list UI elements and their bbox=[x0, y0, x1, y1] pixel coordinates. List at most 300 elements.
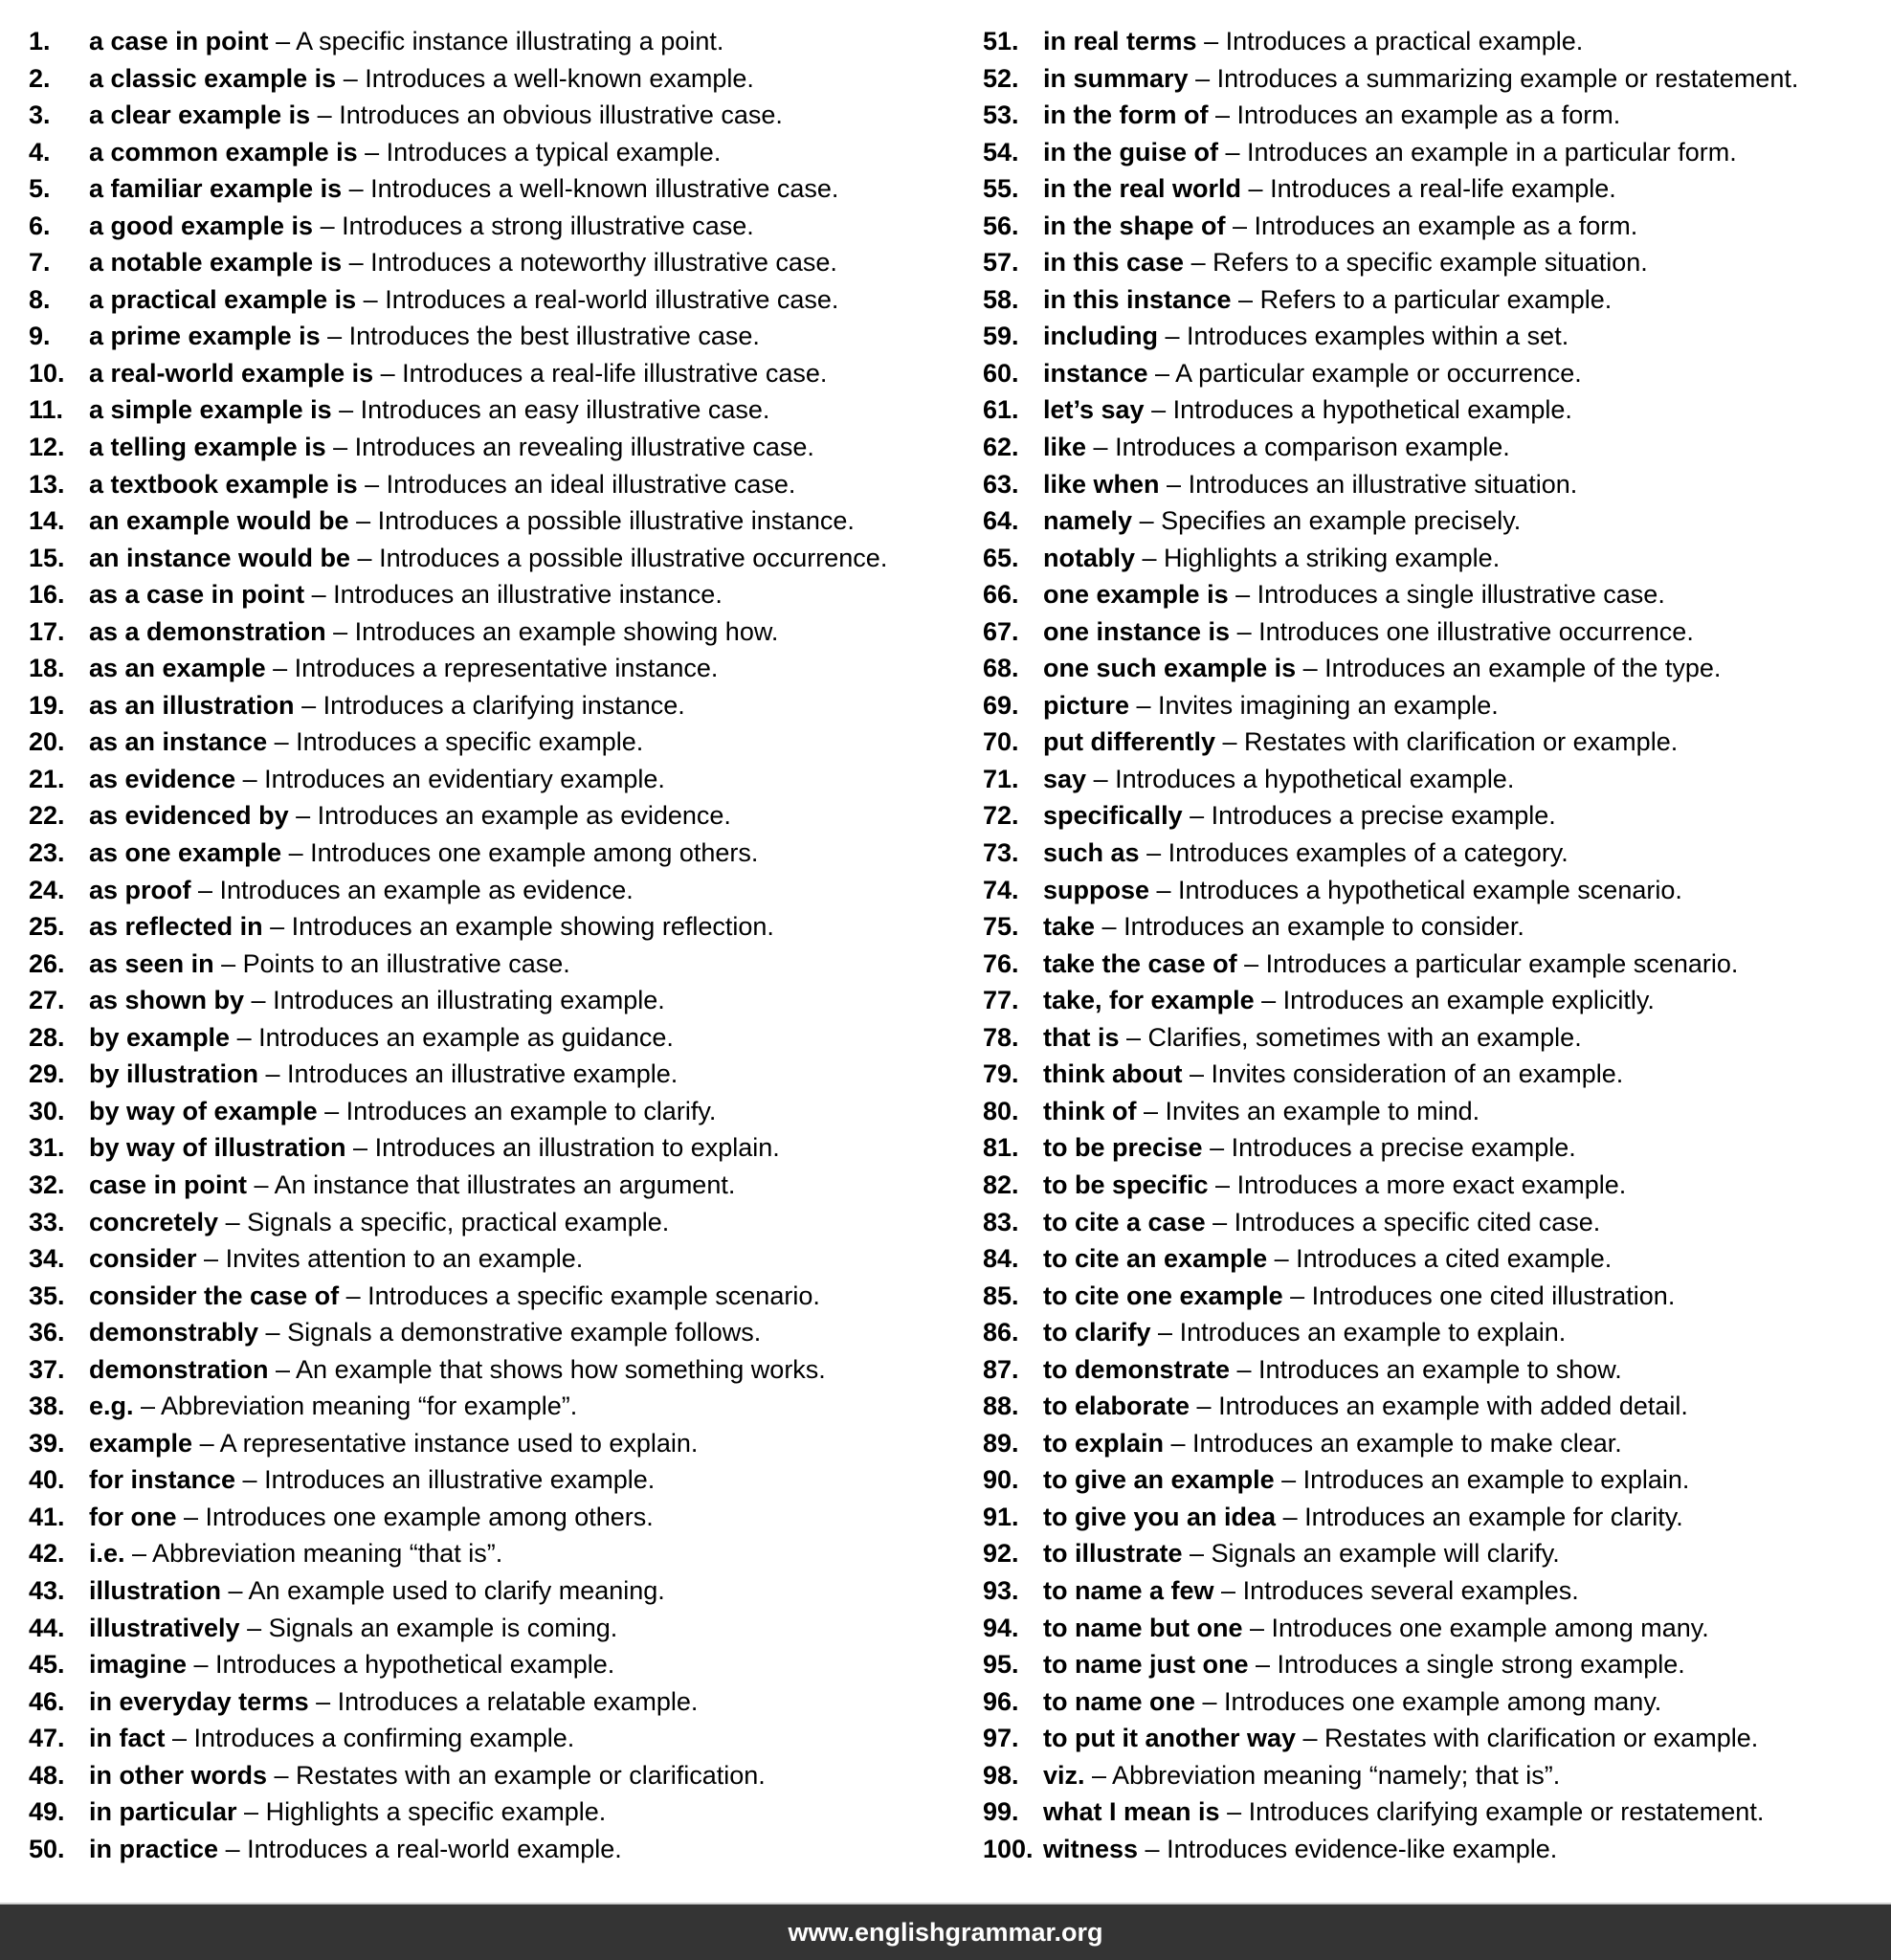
item-term: to name but one bbox=[1043, 1613, 1243, 1642]
item-text bbox=[1043, 1129, 1576, 1167]
item-desc: – Introduces an evidentiary example. bbox=[235, 764, 665, 793]
list-item bbox=[983, 982, 1891, 1019]
item-text bbox=[89, 1019, 674, 1057]
item-text bbox=[1043, 613, 1694, 651]
item-number: 33. bbox=[29, 1207, 65, 1236]
item-text bbox=[89, 60, 754, 98]
item-desc: – Introduces an example showing how. bbox=[325, 616, 779, 646]
item-number: 73. bbox=[983, 838, 1019, 868]
item-text bbox=[89, 946, 570, 983]
list-item bbox=[29, 1351, 946, 1389]
item-term: as a demonstration bbox=[89, 616, 326, 646]
item-text bbox=[1043, 908, 1524, 946]
item-term: as an instance bbox=[89, 727, 268, 757]
item-term: that is bbox=[1043, 1022, 1120, 1052]
list-item bbox=[29, 797, 946, 835]
item-term: by illustration bbox=[89, 1059, 259, 1089]
list-item bbox=[983, 244, 1891, 281]
item-desc: – Introduces a single illustrative case. bbox=[1228, 580, 1665, 610]
item-text bbox=[89, 134, 721, 171]
list-item bbox=[983, 1683, 1891, 1721]
item-desc: – Introduces a hypothetical example. bbox=[187, 1650, 615, 1680]
item-text bbox=[89, 170, 838, 208]
item-number: 34. bbox=[29, 1244, 65, 1274]
item-text bbox=[89, 23, 723, 60]
list-item bbox=[29, 1240, 946, 1278]
item-term: one instance is bbox=[1043, 616, 1231, 646]
item-desc: – Introduces an example to show. bbox=[1230, 1354, 1622, 1384]
item-text bbox=[1043, 1056, 1623, 1093]
item-number: 45. bbox=[29, 1650, 65, 1680]
item-term: as an example bbox=[89, 654, 266, 683]
item-number: 51. bbox=[983, 27, 1019, 56]
item-term: including bbox=[1043, 322, 1158, 351]
item-term: specifically bbox=[1043, 801, 1183, 831]
item-text bbox=[1043, 1425, 1622, 1462]
list-item bbox=[29, 1793, 946, 1831]
item-number: 7. bbox=[29, 248, 51, 278]
item-number: 43. bbox=[29, 1575, 65, 1605]
item-desc: – A specific instance illustrating a point. bbox=[268, 27, 724, 56]
list-item bbox=[29, 318, 946, 355]
item-term: in fact bbox=[89, 1724, 166, 1753]
item-desc: – Invites attention to an example. bbox=[196, 1244, 584, 1274]
item-desc: – Refers to a specific example situation. bbox=[1184, 248, 1648, 278]
item-term: such as bbox=[1043, 838, 1140, 868]
item-number: 40. bbox=[29, 1465, 65, 1495]
item-desc: – Points to an illustrative case. bbox=[213, 948, 570, 978]
item-text bbox=[1043, 761, 1514, 798]
item-term: as one example bbox=[89, 838, 282, 868]
list-item bbox=[983, 170, 1891, 208]
item-text bbox=[1043, 208, 1637, 245]
item-desc: – Introduces one cited illustration. bbox=[1282, 1281, 1676, 1310]
item-desc: – Introduces a hypothetical example. bbox=[1086, 764, 1515, 793]
item-desc: – Introduces an revealing illustrative case. bbox=[325, 433, 814, 462]
item-number: 100. bbox=[983, 1834, 1034, 1863]
list-item bbox=[29, 724, 946, 761]
item-term: namely bbox=[1043, 506, 1133, 536]
item-term: a classic example is bbox=[89, 63, 337, 93]
item-text bbox=[89, 1314, 761, 1351]
item-term: in the shape of bbox=[1043, 211, 1226, 240]
list-item bbox=[29, 761, 946, 798]
item-term: instance bbox=[1043, 358, 1148, 388]
item-term: suppose bbox=[1043, 875, 1150, 904]
item-text bbox=[1043, 23, 1583, 60]
list-item bbox=[983, 208, 1891, 245]
item-term: in practice bbox=[89, 1834, 219, 1863]
item-number: 1. bbox=[29, 27, 51, 56]
list-item bbox=[29, 1831, 946, 1868]
list-item bbox=[983, 946, 1891, 983]
item-number: 26. bbox=[29, 948, 65, 978]
item-term: to explain bbox=[1043, 1428, 1165, 1458]
list-item bbox=[29, 650, 946, 687]
item-text bbox=[89, 650, 718, 687]
item-desc: – Introduces an obvious illustrative case. bbox=[310, 100, 783, 130]
list-item bbox=[29, 1167, 946, 1204]
list-item bbox=[983, 134, 1891, 171]
item-number: 53. bbox=[983, 100, 1019, 130]
item-text bbox=[1043, 355, 1582, 392]
item-number: 56. bbox=[983, 211, 1019, 240]
list-item bbox=[983, 613, 1891, 651]
item-desc: – An instance that illustrates an argument. bbox=[247, 1169, 736, 1199]
item-text bbox=[89, 1425, 698, 1462]
item-number: 82. bbox=[983, 1169, 1019, 1199]
item-term: as proof bbox=[89, 875, 191, 904]
item-desc: – Introduces a specific example. bbox=[267, 727, 644, 757]
item-desc: – Introduces an example as evidence. bbox=[288, 801, 731, 831]
item-desc: – Introduces a relatable example. bbox=[308, 1686, 699, 1716]
item-desc: – Introduces a real-life example. bbox=[1241, 174, 1616, 204]
item-desc: – Introduces an example to consider. bbox=[1095, 912, 1524, 942]
item-term: illustratively bbox=[89, 1613, 240, 1642]
item-desc: – A representative instance used to explain. bbox=[192, 1428, 699, 1458]
item-number: 75. bbox=[983, 912, 1019, 942]
item-term: as seen in bbox=[89, 948, 214, 978]
list-item bbox=[29, 1499, 946, 1536]
list-item bbox=[983, 872, 1891, 909]
item-term: to be precise bbox=[1043, 1133, 1203, 1163]
item-desc: – Introduces an illustrative situation. bbox=[1159, 469, 1578, 499]
list-item bbox=[29, 60, 946, 98]
item-term: in real terms bbox=[1043, 27, 1197, 56]
item-term: to illustrate bbox=[1043, 1539, 1183, 1569]
item-desc: – Introduces an illustrative example. bbox=[258, 1059, 679, 1089]
item-term: a common example is bbox=[89, 137, 358, 167]
item-text bbox=[89, 1499, 654, 1536]
list-item bbox=[29, 1720, 946, 1757]
item-text bbox=[89, 1240, 583, 1278]
item-term: a practical example is bbox=[89, 284, 357, 314]
item-number: 83. bbox=[983, 1207, 1019, 1236]
item-desc: – Refers to a particular example. bbox=[1231, 284, 1613, 314]
item-term: a simple example is bbox=[89, 395, 332, 425]
item-number: 36. bbox=[29, 1318, 65, 1348]
item-term: a textbook example is bbox=[89, 469, 358, 499]
item-number: 38. bbox=[29, 1392, 65, 1421]
list-item bbox=[983, 355, 1891, 392]
item-desc: – Introduces an example for clarity. bbox=[1276, 1502, 1683, 1531]
item-text bbox=[1043, 650, 1721, 687]
item-desc: – Signals an example is coming. bbox=[239, 1613, 618, 1642]
item-number: 99. bbox=[983, 1797, 1019, 1827]
item-text bbox=[1043, 1351, 1622, 1389]
item-number: 97. bbox=[983, 1724, 1019, 1753]
item-number: 62. bbox=[983, 433, 1019, 462]
item-desc: – Introduces a well-known illustrative case. bbox=[342, 174, 839, 204]
item-term: e.g. bbox=[89, 1392, 134, 1421]
item-desc: – Introduces a noteworthy illustrative case. bbox=[342, 248, 837, 278]
item-text bbox=[89, 613, 778, 651]
item-text bbox=[1043, 466, 1577, 503]
item-text bbox=[1043, 244, 1648, 281]
item-text bbox=[1043, 170, 1616, 208]
item-desc: – Clarifies, sometimes with an example. bbox=[1119, 1022, 1582, 1052]
item-text bbox=[1043, 1683, 1661, 1721]
list-item bbox=[983, 1461, 1891, 1499]
item-text bbox=[89, 466, 795, 503]
item-number: 6. bbox=[29, 211, 51, 240]
item-term: by example bbox=[89, 1022, 231, 1052]
item-number: 5. bbox=[29, 174, 51, 204]
item-number: 9. bbox=[29, 322, 51, 351]
list-item bbox=[29, 281, 946, 319]
list-item bbox=[29, 244, 946, 281]
item-term: an example would be bbox=[89, 506, 349, 536]
item-text bbox=[89, 1720, 574, 1757]
item-desc: – Introduces the best illustrative case. bbox=[320, 322, 760, 351]
item-desc: – Introduces an example to clarify. bbox=[317, 1096, 717, 1125]
item-term: in this case bbox=[1043, 248, 1185, 278]
item-text bbox=[1043, 391, 1572, 429]
item-desc: – Introduces an example in a particular form. bbox=[1218, 137, 1737, 167]
item-desc: – Introduces examples of a category. bbox=[1139, 838, 1568, 868]
item-term: by way of illustration bbox=[89, 1133, 346, 1163]
item-desc: – Signals an example will clarify. bbox=[1182, 1539, 1560, 1569]
item-term: in the real world bbox=[1043, 174, 1242, 204]
item-text bbox=[89, 97, 783, 134]
list-item bbox=[29, 1093, 946, 1130]
item-desc: – Introduces an illustrative example. bbox=[235, 1465, 656, 1495]
list-item bbox=[29, 208, 946, 245]
item-desc: – Introduces an illustration to explain. bbox=[345, 1133, 780, 1163]
item-number: 85. bbox=[983, 1281, 1019, 1310]
item-text bbox=[89, 1535, 502, 1572]
list-item bbox=[29, 23, 946, 60]
item-desc: – Restates with clarification or example. bbox=[1296, 1724, 1759, 1753]
item-desc: – Introduces a well-known example. bbox=[336, 63, 754, 93]
list-item bbox=[983, 97, 1891, 134]
item-number: 79. bbox=[983, 1059, 1019, 1089]
item-number: 64. bbox=[983, 506, 1019, 536]
item-desc: – Signals a specific, practical example. bbox=[218, 1207, 670, 1236]
item-desc: – Introduces a typical example. bbox=[357, 137, 722, 167]
list-item bbox=[29, 613, 946, 651]
item-term: a telling example is bbox=[89, 433, 326, 462]
item-text bbox=[1043, 1461, 1689, 1499]
item-number: 14. bbox=[29, 506, 65, 536]
list-item bbox=[29, 1204, 946, 1241]
item-term: in this instance bbox=[1043, 284, 1232, 314]
item-number: 10. bbox=[29, 358, 65, 388]
item-desc: – Introduces an example as evidence. bbox=[190, 875, 634, 904]
list-item bbox=[29, 1757, 946, 1794]
list-item bbox=[983, 1129, 1891, 1167]
item-term: one such example is bbox=[1043, 654, 1297, 683]
item-number: 67. bbox=[983, 616, 1019, 646]
item-text bbox=[89, 687, 685, 724]
item-text bbox=[1043, 1204, 1600, 1241]
item-term: notably bbox=[1043, 543, 1136, 572]
item-text bbox=[89, 761, 665, 798]
item-number: 2. bbox=[29, 63, 51, 93]
list-item bbox=[983, 1535, 1891, 1572]
item-text bbox=[1043, 1167, 1626, 1204]
item-desc: – Introduces an easy illustrative case. bbox=[331, 395, 770, 425]
item-desc: – Introduces a clarifying instance. bbox=[294, 690, 685, 720]
item-desc: – Signals a demonstrative example follows. bbox=[258, 1318, 762, 1348]
item-term: a real-world example is bbox=[89, 358, 374, 388]
item-text bbox=[1043, 1610, 1709, 1647]
item-number: 48. bbox=[29, 1760, 65, 1790]
list-item bbox=[29, 872, 946, 909]
list-item bbox=[29, 1535, 946, 1572]
list-item bbox=[29, 540, 946, 577]
item-text bbox=[1043, 429, 1510, 466]
item-term: let’s say bbox=[1043, 395, 1145, 425]
item-term: in the guise of bbox=[1043, 137, 1219, 167]
item-term: what I mean is bbox=[1043, 1797, 1220, 1827]
item-text bbox=[89, 1646, 614, 1683]
item-number: 86. bbox=[983, 1318, 1019, 1348]
item-desc: – Introduces a particular example scenario. bbox=[1236, 948, 1739, 978]
item-number: 89. bbox=[983, 1428, 1019, 1458]
list-column-left bbox=[0, 23, 946, 1867]
item-desc: – Abbreviation meaning “namely; that is”. bbox=[1084, 1760, 1561, 1790]
item-term: demonstrably bbox=[89, 1318, 259, 1348]
item-number: 91. bbox=[983, 1502, 1019, 1531]
item-text bbox=[1043, 318, 1568, 355]
item-number: 15. bbox=[29, 543, 65, 572]
item-number: 88. bbox=[983, 1392, 1019, 1421]
list-item bbox=[983, 1019, 1891, 1057]
item-number: 96. bbox=[983, 1686, 1019, 1716]
item-text bbox=[1043, 281, 1612, 319]
item-number: 21. bbox=[29, 764, 65, 793]
item-text bbox=[1043, 1093, 1479, 1130]
item-desc: – Introduces a hypothetical example scenario. bbox=[1149, 875, 1682, 904]
item-text bbox=[1043, 724, 1678, 761]
list-item bbox=[983, 318, 1891, 355]
item-desc: – Introduces one example among many. bbox=[1242, 1613, 1709, 1642]
list-item bbox=[29, 1572, 946, 1610]
item-text bbox=[89, 355, 827, 392]
item-text bbox=[1043, 134, 1737, 171]
list-item bbox=[983, 1351, 1891, 1389]
item-number: 98. bbox=[983, 1760, 1019, 1790]
list-item bbox=[29, 502, 946, 540]
item-number: 58. bbox=[983, 284, 1019, 314]
item-number: 27. bbox=[29, 986, 65, 1015]
item-desc: – Introduces an example explicitly. bbox=[1254, 986, 1655, 1015]
item-desc: – Introduces an example showing reflection. bbox=[262, 912, 774, 942]
item-number: 35. bbox=[29, 1281, 65, 1310]
item-desc: – An example that shows how something works. bbox=[268, 1354, 826, 1384]
item-number: 80. bbox=[983, 1096, 1019, 1125]
item-number: 18. bbox=[29, 654, 65, 683]
item-term: as a case in point bbox=[89, 580, 305, 610]
item-text bbox=[89, 1351, 826, 1389]
item-number: 66. bbox=[983, 580, 1019, 610]
list-item bbox=[29, 1388, 946, 1425]
list-item bbox=[983, 1388, 1891, 1425]
item-term: viz. bbox=[1043, 1760, 1085, 1790]
item-number: 90. bbox=[983, 1465, 1019, 1495]
item-desc: – Introduces an example as guidance. bbox=[230, 1022, 674, 1052]
item-number: 13. bbox=[29, 469, 65, 499]
item-text bbox=[89, 244, 837, 281]
item-text bbox=[89, 1831, 622, 1868]
list-item bbox=[29, 835, 946, 872]
list-item bbox=[29, 1425, 946, 1462]
item-desc: – Introduces several examples. bbox=[1213, 1575, 1579, 1605]
list-item bbox=[29, 97, 946, 134]
item-term: case in point bbox=[89, 1169, 248, 1199]
item-desc: – Introduces a confirming example. bbox=[165, 1724, 575, 1753]
item-text bbox=[89, 1093, 716, 1130]
item-text bbox=[89, 1461, 655, 1499]
list-item bbox=[983, 429, 1891, 466]
list-item bbox=[29, 982, 946, 1019]
item-number: 11. bbox=[29, 395, 64, 425]
item-text bbox=[1043, 1535, 1560, 1572]
item-text bbox=[1043, 502, 1521, 540]
item-text bbox=[1043, 1646, 1685, 1683]
item-desc: – Introduces a hypothetical example. bbox=[1144, 395, 1572, 425]
item-term: a notable example is bbox=[89, 248, 343, 278]
item-number: 65. bbox=[983, 543, 1019, 572]
item-number: 68. bbox=[983, 654, 1019, 683]
item-desc: – Introduces an example to explain. bbox=[1274, 1465, 1690, 1495]
item-text bbox=[89, 1056, 678, 1093]
item-desc: – Introduces evidence-like example. bbox=[1138, 1834, 1558, 1863]
item-desc: – Introduces one example among others. bbox=[176, 1502, 654, 1531]
item-number: 81. bbox=[983, 1133, 1019, 1163]
item-text bbox=[1043, 540, 1500, 577]
list-item bbox=[983, 1204, 1891, 1241]
item-term: to give you an idea bbox=[1043, 1502, 1277, 1531]
item-desc: – An example used to clarify meaning. bbox=[221, 1575, 665, 1605]
item-term: one example is bbox=[1043, 580, 1229, 610]
item-number: 16. bbox=[29, 580, 65, 610]
item-term: to put it another way bbox=[1043, 1724, 1297, 1753]
item-desc: – Introduces a representative instance. bbox=[265, 654, 719, 683]
item-text bbox=[89, 208, 754, 245]
item-text bbox=[89, 797, 731, 835]
item-term: consider bbox=[89, 1244, 197, 1274]
item-text bbox=[1043, 982, 1655, 1019]
item-number: 8. bbox=[29, 284, 51, 314]
item-text bbox=[1043, 576, 1665, 613]
item-text bbox=[1043, 835, 1568, 872]
item-number: 84. bbox=[983, 1244, 1019, 1274]
list-item bbox=[29, 908, 946, 946]
item-term: to name just one bbox=[1043, 1650, 1249, 1680]
item-desc: – Introduces one illustrative occurrence. bbox=[1230, 616, 1694, 646]
item-term: like bbox=[1043, 433, 1087, 462]
list-item bbox=[29, 1683, 946, 1721]
list-item bbox=[983, 1610, 1891, 1647]
item-desc: – Introduces an example of the type. bbox=[1296, 654, 1722, 683]
item-desc: – Introduces a specific cited case. bbox=[1205, 1207, 1601, 1236]
item-number: 22. bbox=[29, 801, 65, 831]
item-term: like when bbox=[1043, 469, 1160, 499]
list-item bbox=[983, 1572, 1891, 1610]
list-item bbox=[983, 540, 1891, 577]
list-item bbox=[29, 170, 946, 208]
item-number: 74. bbox=[983, 875, 1019, 904]
item-desc: – Introduces a real-world example. bbox=[218, 1834, 622, 1863]
item-number: 19. bbox=[29, 690, 65, 720]
item-text bbox=[1043, 1499, 1683, 1536]
item-number: 60. bbox=[983, 358, 1019, 388]
list-item bbox=[983, 1278, 1891, 1315]
item-text bbox=[89, 1683, 698, 1721]
item-text bbox=[89, 1129, 780, 1167]
